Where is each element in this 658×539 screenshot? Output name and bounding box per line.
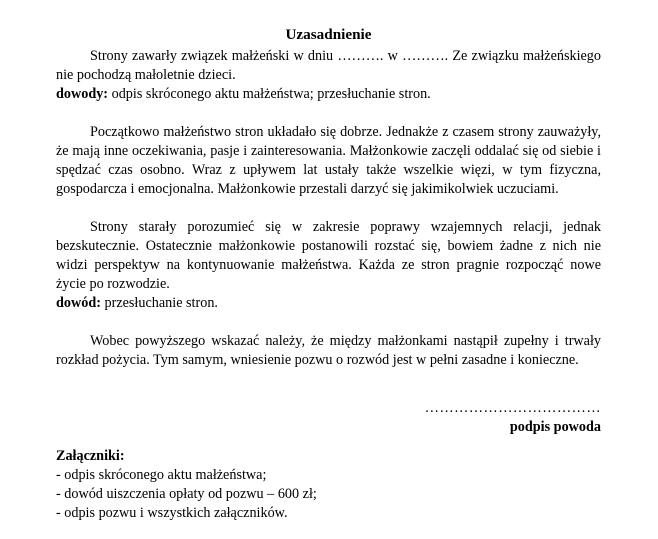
attachments-title: Załączniki: [56,448,125,464]
signature-line: ……………………………… [424,400,601,416]
spacer [56,104,601,123]
paragraph-conclusion: Wobec powyższego wskazać należy, że między małżonkami nastąpił zupełny i trwały rozkład pożycia. Tym samym, wniesienie pozwu o rozwód jest w pełni zasadne i konieczne. [56,333,601,368]
paragraph-breakdown: Strony starały porozumieć się w zakresie poprawy wzajemnych relacji, jednak bezskutecznie. Ostatecznie małżonkowie postanowili rozstać się, bowiem żadne z nich nie widzi perspektyw na kontynuowanie małżeństwa. Każda ze stron pragnie rozpocząć nowe życie po rozwodzie. [56,219,601,292]
evidence-text: przesłuchanie stron. [100,295,218,311]
spacer [56,389,601,399]
attachment-item: - dowód uiszczenia opłaty od pozwu – 600 zł; [56,486,317,502]
spacer [56,313,601,332]
document-title: Uzasadnienie [285,26,372,43]
attachment-item: - odpis skróconego aktu małżeństwa; [56,467,267,483]
signature-label: podpis powoda [509,419,601,435]
paragraph-marriage-facts: Strony zawarły związek małżeński w dniu ………. w ………. Ze związku małżeńskiego nie pochodzą małoletnie dzieci. [56,48,601,83]
evidence-label: dowód: [56,295,101,311]
evidence-line-2 [56,294,601,313]
document-body [56,25,601,523]
paragraph-relationship: Początkowo małżeństwo stron układało się dobrze. Jednakże z czasem strony zauważyły, że mają inne oczekiwania, pasje i zainteresowania. Małżonkowie zaczęli oddalać się od siebie i spędzać czas osobno. Wraz z upływem lat ustały także wszelkie więzi, w tym fizyczna, gospodarcza i emocjonalna. Małżonkowie przestali darzyć się jakimikolwiek uczuciami. [56,124,601,197]
spacer [56,199,601,218]
evidence-label: dowody: [56,86,109,102]
spacer [56,370,601,389]
evidence-line-1 [56,85,601,104]
evidence-text: odpis skróconego aktu małżeństwa; przesłuchanie stron. [108,86,431,102]
attachment-item: - odpis pozwu i wszystkich załączników. [56,505,288,521]
